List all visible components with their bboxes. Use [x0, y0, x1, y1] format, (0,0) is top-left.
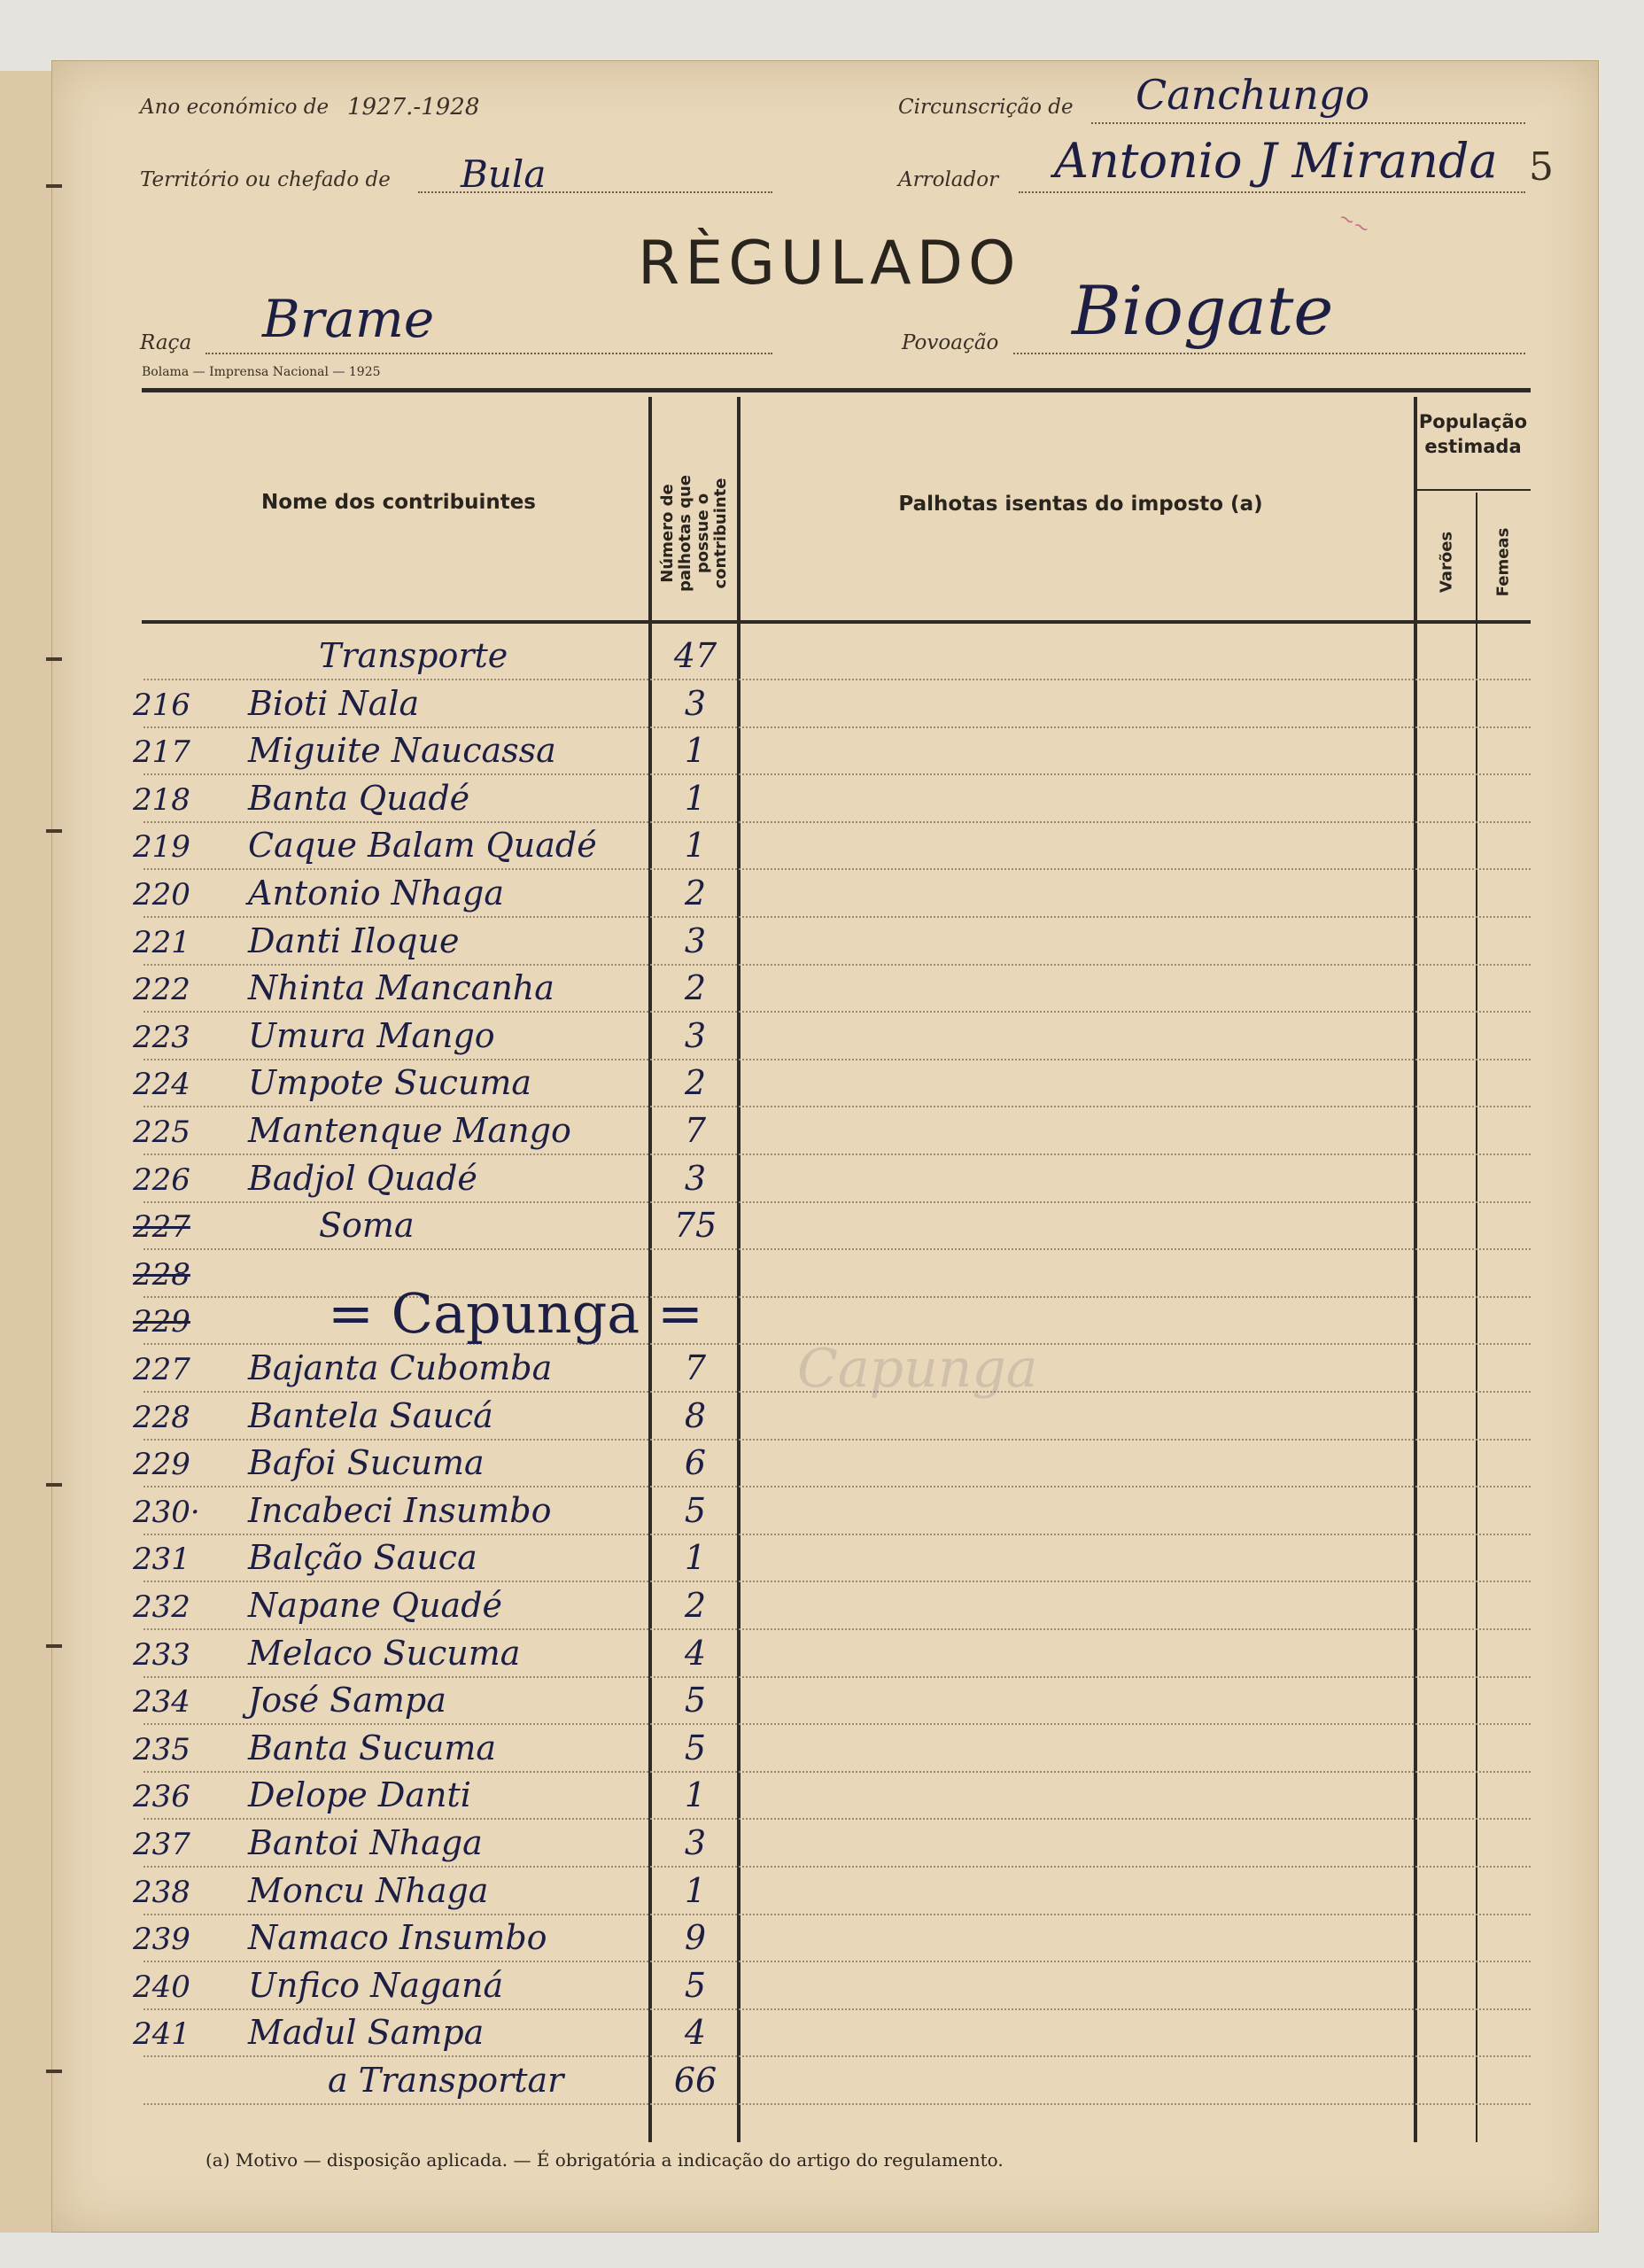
- row-number: 226: [133, 1161, 190, 1198]
- contributor-name: Bioti Nala: [248, 683, 420, 723]
- row-number: 238: [133, 1874, 190, 1910]
- palhotas-count: 2: [684, 874, 707, 913]
- povoacao-line: [1013, 353, 1525, 354]
- contributor-name: a Transportar: [328, 2061, 564, 2100]
- binding-mark: [46, 1644, 62, 1648]
- row-rule: [143, 1059, 1531, 1060]
- contributor-name: Bantela Saucá: [248, 1395, 493, 1435]
- contributor-name: Madul Sampa: [248, 2013, 485, 2053]
- contributor-name: Banta Quadé: [248, 778, 470, 818]
- col-header-palhotas: Número de palhotas que possue o contribuinte: [658, 474, 730, 593]
- row-number: 223: [133, 1019, 190, 1055]
- row-number: 227: [133, 1352, 190, 1387]
- contributor-name: Melaco Sucuma: [248, 1633, 521, 1673]
- contributor-name: Moncu Nhaga: [248, 1870, 489, 1910]
- contributor-name: Unfico Naganá: [248, 1965, 504, 2005]
- ink-stamp: ~~: [1334, 206, 1374, 242]
- populacao-sub-rule: [1417, 489, 1531, 491]
- contributor-name: = Capunga =: [328, 1281, 703, 1347]
- row-rule: [143, 868, 1531, 870]
- palhotas-count: 3: [684, 1823, 707, 1862]
- palhotas-count: 2: [684, 968, 707, 1008]
- palhotas-count: 5: [684, 1728, 707, 1767]
- contributor-name: Umura Mango: [248, 1015, 495, 1055]
- row-number: 230·: [133, 1494, 200, 1530]
- palhotas-count: 1: [684, 1538, 707, 1578]
- row-rule: [143, 821, 1531, 823]
- contributor-name: Napane Quadé: [248, 1586, 503, 1625]
- row-rule: [143, 1628, 1531, 1630]
- table-top-rule: [142, 388, 1531, 392]
- col-header-populacao: População estimada: [1418, 411, 1528, 457]
- row-rule: [143, 1581, 1531, 1582]
- row-number: 217: [133, 734, 190, 771]
- contributor-name: Bafoi Sucuma: [248, 1443, 485, 1483]
- imprint: Bolama — Imprensa Nacional — 1925: [142, 365, 381, 379]
- row-rule: [143, 1534, 1531, 1535]
- row-number: 236: [133, 1779, 190, 1815]
- binding-mark: [46, 829, 62, 833]
- col-divider-3: [1414, 397, 1417, 2142]
- contributor-name: Danti Iloque: [248, 920, 460, 960]
- contributor-name: Caque Balam Quadé: [248, 826, 597, 866]
- palhotas-count: 2: [684, 1586, 707, 1625]
- row-rule: [143, 964, 1531, 966]
- footnote: (a) Motivo — disposição aplicada. — É obrigatória a indicação do artigo do regulamento.: [206, 2149, 1004, 2171]
- contributor-name: Incabeci Insumbo: [248, 1490, 552, 1530]
- palhotas-count: 75: [673, 1206, 717, 1246]
- bleed-through-text: Capunga: [797, 1338, 1038, 1400]
- palhotas-count: 7: [684, 1111, 707, 1150]
- circunscricao-label: Circunscrição de: [898, 96, 1074, 119]
- page-title: RÈGULADO: [638, 229, 1021, 299]
- row-rule: [143, 2008, 1531, 2010]
- palhotas-count: 4: [684, 1633, 707, 1673]
- palhotas-count: 8: [684, 1395, 707, 1435]
- row-number: 234: [133, 1684, 190, 1720]
- row-number: 228: [133, 1256, 190, 1293]
- contributor-name: Badjol Quadé: [248, 1158, 477, 1198]
- row-rule: [143, 1723, 1531, 1725]
- row-number: 239: [133, 1922, 190, 1958]
- circunscricao-line: [1091, 122, 1525, 124]
- palhotas-count: 1: [684, 1775, 707, 1815]
- row-rule: [143, 1201, 1531, 1203]
- contributor-name: Bantoi Nhaga: [248, 1823, 483, 1862]
- contributor-name: Delope Danti: [248, 1775, 471, 1815]
- contributor-name: Umpote Sucuma: [248, 1063, 532, 1103]
- row-rule: [143, 1914, 1531, 1915]
- col-header-varoes: Varões: [1437, 531, 1456, 594]
- binding-mark: [46, 2070, 62, 2073]
- palhotas-count: 1: [684, 731, 707, 771]
- col-divider-4: [1476, 493, 1477, 2142]
- row-number: 225: [133, 1115, 190, 1150]
- palhotas-count: 3: [684, 1015, 707, 1055]
- row-rule: [143, 1486, 1531, 1487]
- palhotas-count: 1: [684, 826, 707, 866]
- palhotas-count: 5: [684, 1965, 707, 2005]
- row-rule: [143, 2055, 1531, 2057]
- contributor-name: Transporte: [319, 636, 508, 675]
- contributor-name: Mantenque Mango: [248, 1111, 571, 1150]
- palhotas-count: 3: [684, 920, 707, 960]
- facing-page-edge: [0, 71, 57, 2233]
- col-header-isentas: Palhotas isentas do imposto (a): [898, 493, 1263, 516]
- row-rule: [143, 773, 1531, 775]
- row-rule: [143, 1011, 1531, 1013]
- contributor-name: Bajanta Cubomba: [248, 1348, 553, 1387]
- arrolador-line: [1019, 191, 1525, 193]
- row-number: 235: [133, 1731, 190, 1767]
- contributor-name: Soma: [319, 1206, 415, 1246]
- row-rule: [143, 1818, 1531, 1820]
- row-number: 228: [133, 1399, 190, 1435]
- row-number: 229: [133, 1304, 190, 1340]
- contributor-name: José Sampa: [248, 1681, 446, 1720]
- palhotas-count: 5: [684, 1490, 707, 1530]
- palhotas-count: 7: [684, 1348, 707, 1387]
- row-number: 224: [133, 1067, 190, 1103]
- palhotas-count: 47: [673, 636, 717, 675]
- binding-mark: [46, 184, 62, 188]
- arrolador-label: Arrolador: [898, 168, 999, 191]
- contributor-name: Nhinta Mancanha: [248, 968, 554, 1008]
- palhotas-count: 4: [684, 2013, 707, 2053]
- row-number: 233: [133, 1636, 190, 1673]
- binding-mark: [46, 657, 62, 661]
- povoacao-value: Biogate: [1072, 271, 1334, 350]
- raca-value: Brame: [262, 289, 435, 349]
- palhotas-count: 2: [684, 1063, 707, 1103]
- table-header-rule: [142, 620, 1531, 624]
- palhotas-count: 1: [684, 1870, 707, 1910]
- raca-label: Raça: [140, 331, 192, 354]
- row-rule: [143, 1866, 1531, 1868]
- row-rule: [143, 2103, 1531, 2105]
- territorio-value: Bula: [461, 152, 547, 196]
- contributor-name: Miguite Naucassa: [248, 731, 556, 771]
- territorio-label: Território ou chefado de: [140, 168, 391, 191]
- arrolador-value: Antonio J Miranda: [1054, 133, 1498, 189]
- row-rule: [143, 1676, 1531, 1678]
- row-rule: [143, 1961, 1531, 1962]
- row-number: 220: [133, 877, 190, 913]
- row-number: 221: [133, 924, 190, 960]
- row-rule: [143, 1153, 1531, 1155]
- row-number: 227: [133, 1209, 190, 1246]
- palhotas-count: 9: [684, 1918, 707, 1958]
- row-rule: [143, 1771, 1531, 1773]
- binding-mark: [46, 1483, 62, 1487]
- page-number: 5: [1529, 144, 1554, 190]
- row-rule: [143, 679, 1531, 680]
- col-header-nome: Nome dos contribuintes: [261, 491, 536, 514]
- row-number: 229: [133, 1447, 190, 1483]
- row-rule: [143, 1248, 1531, 1250]
- palhotas-count: 6: [684, 1443, 707, 1483]
- row-rule: [143, 1439, 1531, 1441]
- contributor-name: Namaco Insumbo: [248, 1918, 547, 1958]
- palhotas-count: 5: [684, 1681, 707, 1720]
- povoacao-label: Povoação: [902, 331, 999, 354]
- row-number: 231: [133, 1542, 190, 1578]
- col-header-femeas: Femeas: [1493, 527, 1513, 597]
- row-number: 240: [133, 1969, 190, 2005]
- row-number: 232: [133, 1589, 190, 1625]
- circunscricao-value: Canchungo: [1136, 71, 1370, 119]
- row-number: 219: [133, 829, 190, 866]
- raca-line: [206, 353, 772, 354]
- row-rule: [143, 1106, 1531, 1107]
- row-number: 241: [133, 2016, 190, 2053]
- row-number: 216: [133, 687, 190, 723]
- contributor-name: Balção Sauca: [248, 1538, 477, 1578]
- contributor-name: Antonio Nhaga: [248, 874, 505, 913]
- palhotas-count: 1: [684, 778, 707, 818]
- palhotas-count: 3: [684, 1158, 707, 1198]
- ano-value: 1927.-1928: [347, 94, 480, 120]
- row-number: 222: [133, 972, 190, 1008]
- contributor-name: Banta Sucuma: [248, 1728, 497, 1767]
- palhotas-count: 66: [673, 2061, 717, 2100]
- row-rule: [143, 916, 1531, 918]
- palhotas-count: 3: [684, 683, 707, 723]
- row-rule: [143, 726, 1531, 728]
- row-number: 237: [133, 1827, 190, 1862]
- row-number: 218: [133, 781, 190, 818]
- ano-label: Ano económico de: [140, 96, 330, 119]
